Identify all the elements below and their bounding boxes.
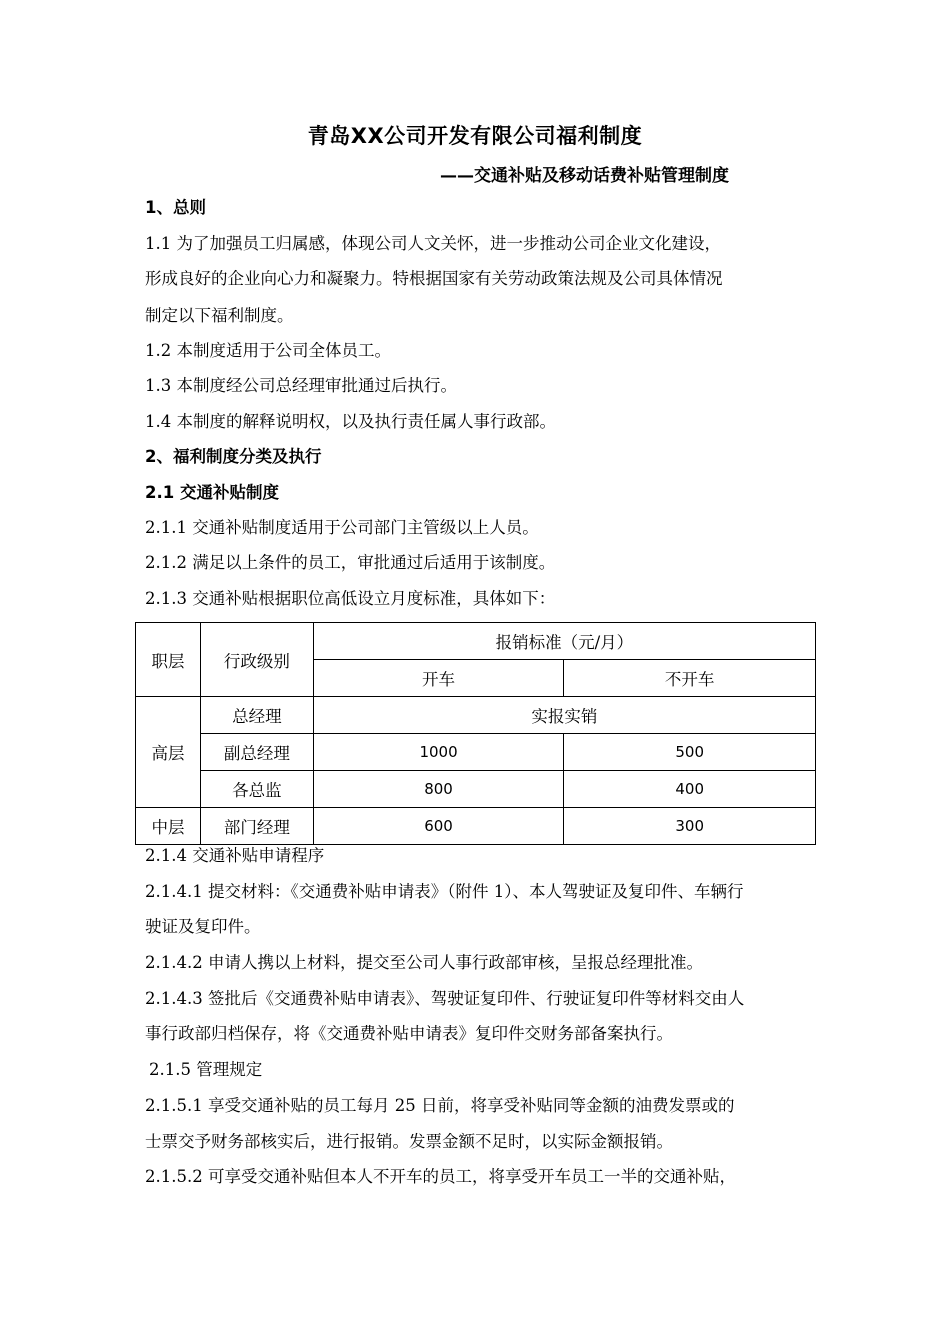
paragraph-2-1-5-1-line2: 士票交予财务部核实后，进行报销。发票金额不足时，以实际金额报销。	[145, 1132, 673, 1151]
nodrive-value-cell: 300	[564, 808, 816, 845]
grade-cell: 总经理	[200, 697, 313, 734]
nodrive-value-cell: 400	[564, 771, 816, 808]
section-2-heading: 2、福利制度分类及执行	[145, 447, 322, 466]
table-row	[136, 808, 816, 845]
grade-cell: 各总监	[200, 771, 313, 808]
paragraph-1-4: 1.4 本制度的解释说明权，以及执行责任属人事行政部。	[145, 412, 556, 431]
paragraph-1-2: 1.2 本制度适用于公司全体员工。	[145, 341, 391, 360]
paragraph-2-1-4-1-line1: 2.1.4.1 提交材料：《交通费补贴申请表》（附件 1）、本人驾驶证及复印件、车辆行	[145, 882, 744, 901]
section-1-heading: 1、总则	[145, 198, 206, 217]
table-row	[136, 771, 816, 808]
level-senior: 高层	[136, 697, 201, 808]
value-cell: 实报实销	[313, 697, 815, 734]
grade-cell: 副总经理	[200, 734, 313, 771]
table-row	[136, 697, 816, 734]
level-middle: 中层	[136, 808, 201, 845]
paragraph-2-1-4: 2.1.4 交通补贴申请程序	[145, 846, 325, 865]
drive-value-cell: 800	[313, 771, 564, 808]
paragraph-2-1-2: 2.1.2 满足以上条件的员工，审批通过后适用于该制度。	[145, 553, 556, 572]
header-standard: 报销标准（元/月）	[313, 623, 815, 660]
paragraph-1-3: 1.3 本制度经公司总经理审批通过后执行。	[145, 376, 457, 395]
header-level: 职层	[136, 623, 201, 697]
paragraph-2-1-1: 2.1.1 交通补贴制度适用于公司部门主管级以上人员。	[145, 518, 539, 537]
paragraph-2-1-5-2: 2.1.5.2 可享受交通补贴但本人不开车的员工，将享受开车员工一半的交通补贴，	[145, 1167, 736, 1186]
section-2-1-heading: 2.1 交通补贴制度	[145, 483, 279, 502]
paragraph-2-1-4-2: 2.1.4.2 申请人携以上材料，提交至公司人事行政部审核，呈报总经理批准。	[145, 953, 703, 972]
header-grade: 行政级别	[200, 623, 313, 697]
header-drive: 开车	[313, 660, 564, 697]
document-title: 青岛XX公司开发有限公司福利制度	[307, 124, 643, 148]
table-row	[136, 734, 816, 771]
paragraph-2-1-4-3-line1: 2.1.4.3 签批后《交通费补贴申请表》、驾驶证复印件、行驶证复印件等材料交由人	[145, 989, 745, 1008]
header-nodrive: 不开车	[564, 660, 816, 697]
paragraph-2-1-3: 2.1.3 交通补贴根据职位高低设立月度标准，具体如下：	[145, 589, 556, 608]
drive-value-cell: 1000	[313, 734, 564, 771]
paragraph-2-1-4-3-line2: 事行政部归档保存，将《交通费补贴申请表》复印件交财务部备案执行。	[145, 1024, 673, 1043]
table-header-row	[136, 623, 816, 660]
grade-cell: 部门经理	[200, 808, 313, 845]
drive-value-cell: 600	[313, 808, 564, 845]
subsidy-standard-table	[135, 622, 816, 845]
paragraph-2-1-5-1-line1: 2.1.5.1 享受交通补贴的员工每月 25 日前，将享受补贴同等金额的油费发票或的	[145, 1096, 735, 1115]
paragraph-2-1-4-1-line2: 驶证及复印件。	[145, 917, 261, 936]
nodrive-value-cell: 500	[564, 734, 816, 771]
document-subtitle: ——交通补贴及移动话费补贴管理制度	[440, 166, 729, 186]
paragraph-1-1-line3: 制定以下福利制度。	[145, 306, 294, 325]
paragraph-2-1-5: 2.1.5 管理规定	[149, 1060, 263, 1079]
paragraph-1-1-line1: 1.1 为了加强员工归属感，体现公司人文关怀，进一步推动公司企业文化建设，	[145, 234, 721, 253]
paragraph-1-1-line2: 形成良好的企业向心力和凝聚力。特根据国家有关劳动政策法规及公司具体情况	[145, 269, 723, 288]
